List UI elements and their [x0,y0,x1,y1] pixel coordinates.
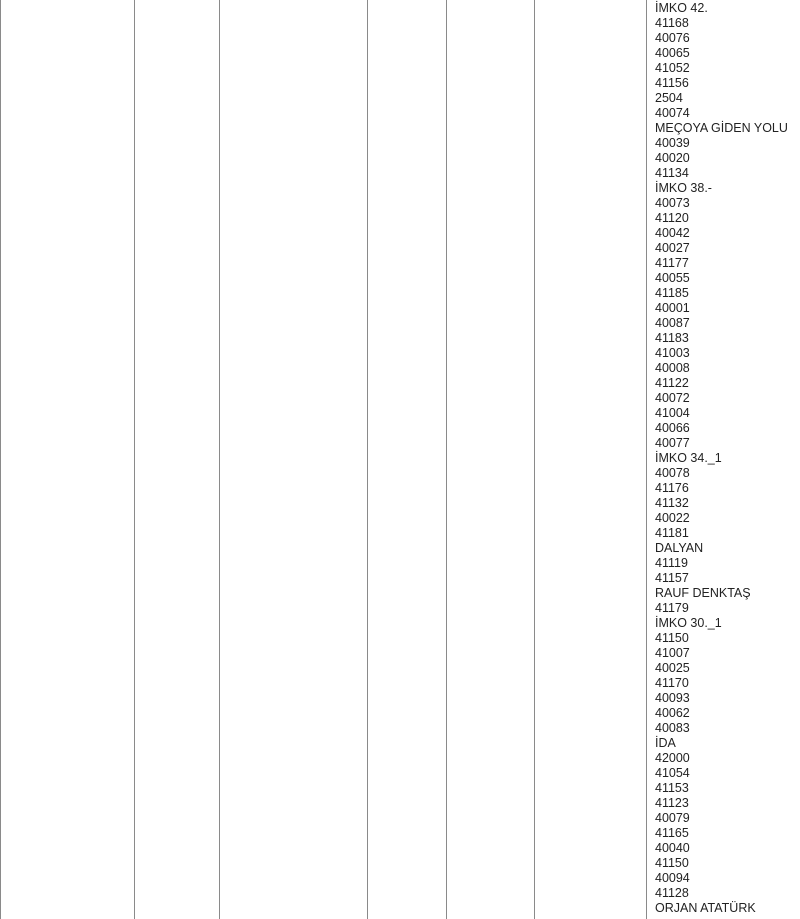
list-item: 41185 [655,286,689,300]
list-item: 40020 [655,151,690,165]
list-item: 41054 [655,766,690,780]
list-item: 41179 [655,601,689,615]
list-item: 40039 [655,136,690,150]
list-item: 41007 [655,646,690,660]
list-item: 41183 [655,331,689,345]
list-item: İDA [655,736,676,750]
list-item: İMKO 42. [655,1,708,15]
list-item: 40022 [655,511,690,525]
list-item: 40008 [655,361,690,375]
street-code-list [647,0,800,916]
list-item: 41168 [655,16,689,30]
list-item: 41132 [655,496,689,510]
list-item: 40065 [655,46,690,60]
table-cell-col4 [368,0,447,919]
list-item: 40073 [655,196,690,210]
list-item: 42000 [655,751,690,765]
list-item: İMKO 30._1 [655,616,722,630]
list-item: 41181 [655,526,689,540]
list-item: 41052 [655,61,690,75]
list-item: DALYAN [655,541,704,555]
list-item: 40062 [655,706,690,720]
list-item: 41156 [655,76,689,90]
list-item: 41120 [655,211,689,225]
list-item: 41176 [655,481,689,495]
list-item: İMKO 38.- [655,181,712,195]
list-item: 40077 [655,436,690,450]
list-item: 40083 [655,721,690,735]
list-item: 41123 [655,796,689,810]
list-item: 40094 [655,871,690,885]
list-item: 40025 [655,661,690,675]
list-item: 40042 [655,226,690,240]
list-item: 41170 [655,676,689,690]
list-item: 41153 [655,781,689,795]
list-item: 41165 [655,826,689,840]
list-item: 40027 [655,241,690,255]
list-item: 41004 [655,406,690,420]
list-item: 40066 [655,421,690,435]
list-item: 41157 [655,571,689,585]
table-cell-col1 [1,0,135,919]
list-item: 40078 [655,466,690,480]
list-item: 40079 [655,811,690,825]
list-item: 41134 [655,166,689,180]
list-item: 41150 [655,631,689,645]
list-item: 2504 [655,91,683,105]
list-item: RAUF DENKTAŞ [655,586,751,600]
list-item: 41003 [655,346,690,360]
table-cell-col7 [647,0,800,919]
list-item: 41177 [655,256,689,270]
list-item: 41122 [655,376,689,390]
list-item: 40087 [655,316,690,330]
list-item: 40076 [655,31,690,45]
list-item: 40093 [655,691,690,705]
table-cell-col3 [220,0,368,919]
table-cell-col2 [135,0,220,919]
list-item: 40001 [655,301,690,315]
list-item: İMKO 34._1 [655,451,722,465]
list-item: ORJAN ATATÜRK [655,901,756,915]
list-item: 40040 [655,841,690,855]
list-item: 41119 [655,556,688,570]
table-row [1,0,800,919]
list-item: MEÇOYA GİDEN YOLU [655,121,788,135]
list-item: 40074 [655,106,690,120]
list-item: 40072 [655,391,690,405]
list-item: 41128 [655,886,689,900]
table-cell-col6 [535,0,647,919]
list-item: 41150 [655,856,689,870]
list-item: 40055 [655,271,690,285]
table-cell-col5 [447,0,535,919]
